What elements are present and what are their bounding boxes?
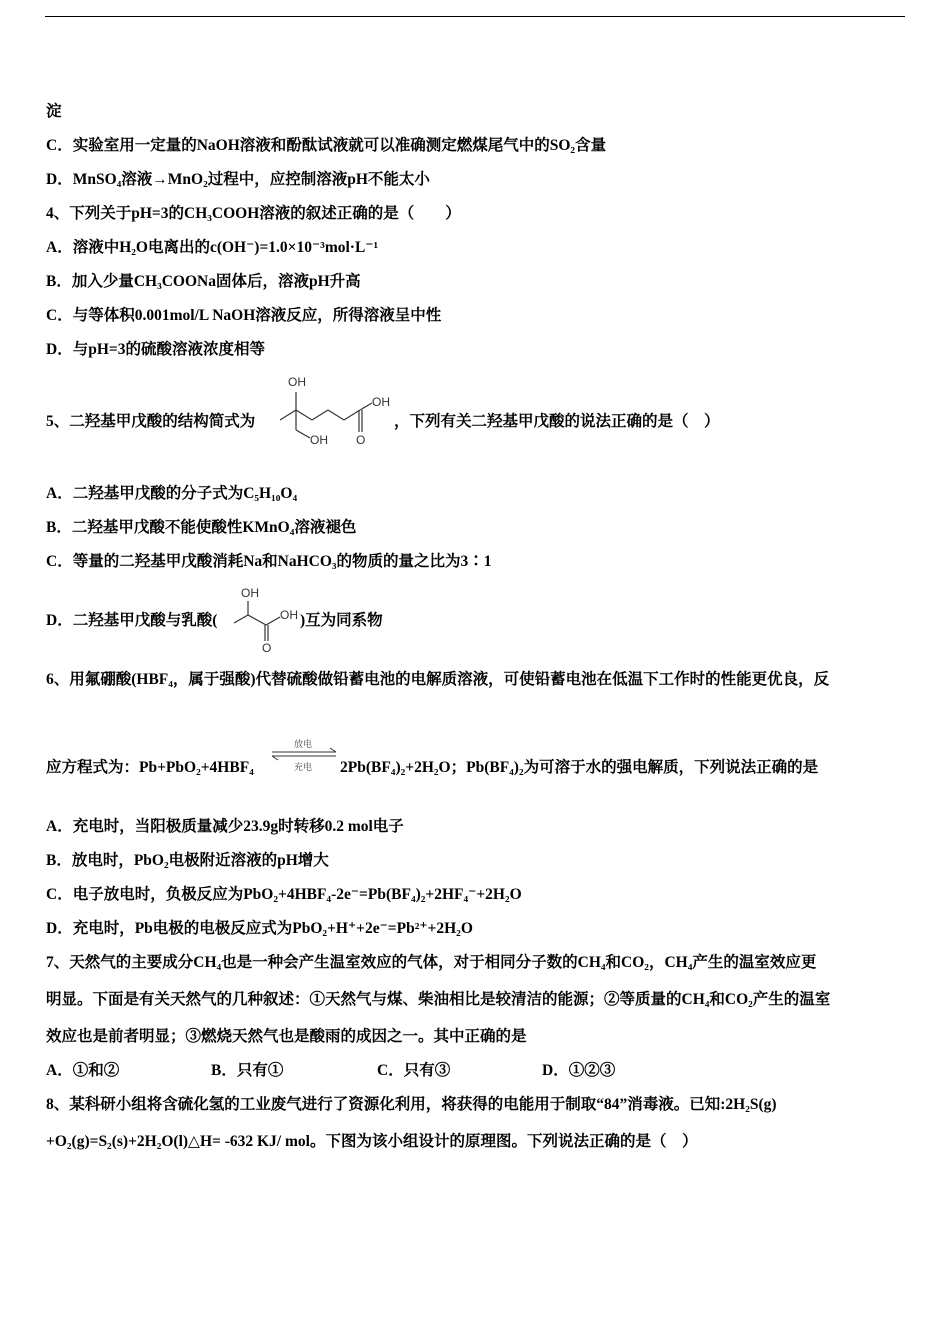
q6-option-c: C．电子放电时，负极反应为PbO₂+4HBF₄-2e⁻=Pb(BF₄)₂+2HF₄⁻+2H₂O	[46, 886, 522, 903]
q6-option-b: B．放电时，PbO₂电极附近溶液的pH增大	[46, 852, 329, 869]
q7-option-d: D．①②③	[542, 1062, 616, 1079]
line-continuation: 淀	[46, 103, 62, 120]
o-label: O	[356, 433, 366, 447]
q7-stem-line2: 明显。下面是有关天然气的几种叙述：①天然气与煤、柴油相比是较清洁的能源；②等质量的CH₄和CO₂产生的温室	[46, 991, 831, 1008]
header-rule	[45, 16, 905, 17]
q7-option-c: C．只有③	[377, 1062, 451, 1079]
q6-option-a: A．充电时，当阳极质量减少23.9g时转移0.2 mol电子	[46, 818, 404, 835]
q8-stem-line2: +O₂(g)=S₂(s)+2H₂O(l)△H= -632 KJ/ mol。下图为该小组设计的原理图。下列说法正确的是（ ）	[46, 1133, 698, 1150]
q5-option-b: B．二羟基甲戊酸不能使酸性KMnO₄溶液褪色	[46, 519, 357, 536]
q5-option-d-part1: D．二羟基甲戊酸与乳酸(	[46, 612, 218, 629]
q4-option-a: A．溶液中H₂O电离出的c(OH⁻)=1.0×10⁻³mol·L⁻¹	[46, 239, 379, 256]
q4-option-d: D．与pH=3的硫酸溶液浓度相等	[46, 341, 265, 358]
oh-top-label: OH	[241, 586, 259, 600]
q7-option-b: B．只有①	[211, 1062, 284, 1079]
q8-stem-line1: 8、某科研小组将含硫化氢的工业废气进行了资源化利用，将获得的电能用于制取“84”消毒液。已知:2H₂S(g)	[46, 1096, 777, 1113]
q5-option-d-part2: )互为同系物	[300, 612, 383, 629]
q6-stem-line2-part2: 2Pb(BF₄)₂+2H₂O；Pb(BF₄)₂为可溶于水的强电解质，下列说法正确的是	[340, 759, 819, 776]
q4-option-c: C．与等体积0.001mol/L NaOH溶液反应，所得溶液呈中性	[46, 307, 442, 324]
discharge-label: 放电	[294, 740, 313, 750]
q7-option-a: A．①和②	[46, 1062, 120, 1079]
q4-stem: 4、下列关于pH=3的CH₃COOH溶液的叙述正确的是（ ）	[46, 205, 461, 222]
reversible-arrow-icon	[270, 737, 340, 773]
q3-option-d: D．MnSO₄溶液→MnO₂过程中，应控制溶液pH不能太小	[46, 171, 430, 188]
q6-stem-line1: 6、用氟硼酸(HBF₄，属于强酸)代替硫酸做铅蓄电池的电解质溶液，可使铅蓄电池在低温下工作时的性能更优良，反	[46, 671, 830, 688]
q7-stem-line1: 7、天然气的主要成分CH₄也是一种会产生温室效应的气体，对于相同分子数的CH₄和CO₂，CH₄产生的温室效应更	[46, 954, 817, 971]
q5-option-c: C．等量的二羟基甲戊酸消耗Na和NaHCO₃的物质的量之比为3∶1	[46, 553, 492, 570]
q4-option-b: B．加入少量CH₃COONa固体后，溶液pH升高	[46, 273, 361, 290]
q7-options	[46, 1061, 615, 1081]
q3-option-c: C．实验室用一定量的NaOH溶液和酚酞试液就可以准确测定燃煤尾气中的SO₂含量	[46, 137, 607, 154]
q6-option-d: D．充电时，Pb电极的电极反应式为PbO₂+H⁺+2e⁻=Pb²⁺+2H₂O	[46, 920, 473, 937]
lactic-acid-structure	[228, 585, 304, 655]
q5-option-a: A．二羟基甲戊酸的分子式为C₅H₁₀O₄	[46, 485, 298, 502]
oh-top-label: OH	[288, 375, 306, 389]
mevalonic-acid-structure	[272, 372, 392, 450]
q6-stem-line2-part1: 应方程式为：Pb+PbO₂+4HBF₄	[46, 759, 254, 776]
o-label: O	[262, 641, 272, 655]
q5-stem-part2: ，下列有关二羟基甲戊酸的说法正确的是（ ）	[394, 413, 720, 430]
oh-bottom-label: OH	[310, 433, 328, 447]
charge-label: 充电	[294, 763, 313, 773]
q7-stem-line3: 效应也是前者明显；③燃烧天然气也是酸雨的成因之一。其中正确的是	[46, 1028, 527, 1045]
oh-right-label: OH	[372, 395, 390, 409]
q5-stem-part1: 5、二羟基甲戊酸的结构简式为	[46, 413, 256, 430]
oh-right-label: OH	[280, 608, 298, 622]
